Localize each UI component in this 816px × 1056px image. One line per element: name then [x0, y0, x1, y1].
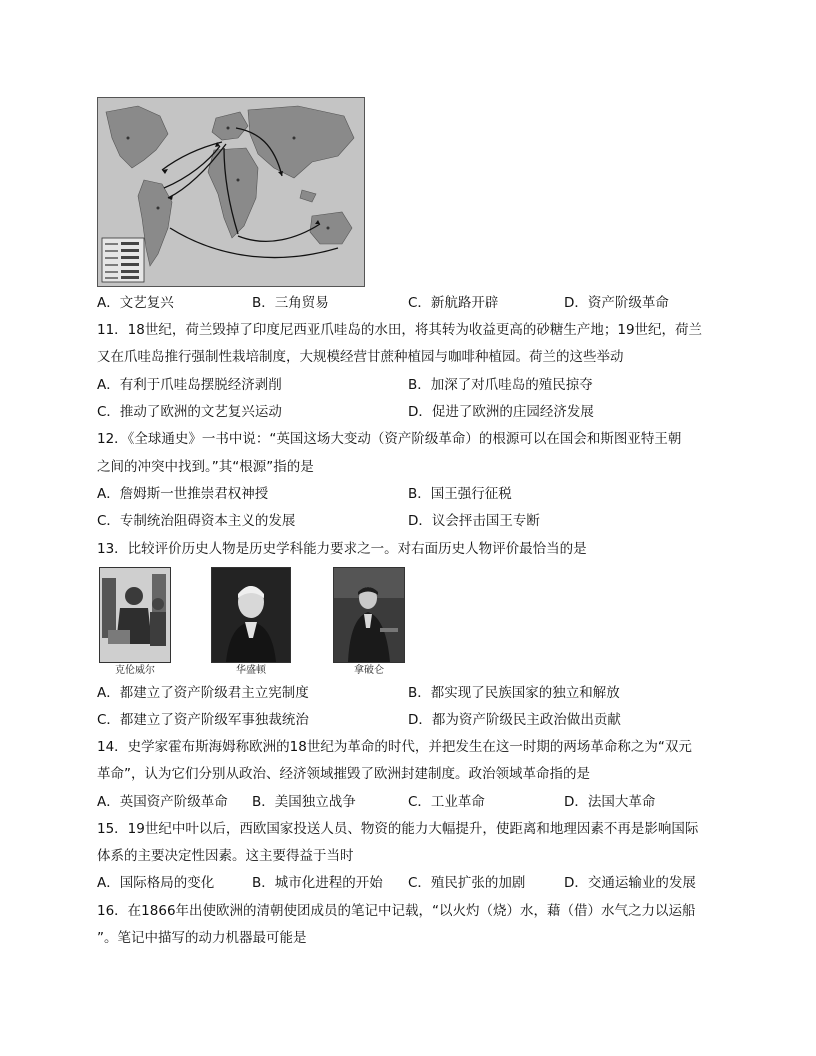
q15-option-d: D．交通运输业的发展: [564, 875, 696, 891]
q12-option-c: C．专制统治阻碍资本主义的发展: [97, 513, 296, 529]
q12-option-b: B．国王强行征税: [408, 486, 512, 502]
q12-stem-line-1: 12．《全球通史》一书中说：“英国这场大变动（资产阶级革命）的根源可以在国会和斯图亚特王朝: [97, 431, 682, 447]
q14-option-d: D．法国大革命: [564, 794, 656, 810]
q13-option-d: D．都为资产阶级民主政治做出贡献: [408, 712, 621, 728]
portrait-washington: [211, 567, 291, 677]
q14-option-a: A．英国资产阶级革命: [97, 794, 228, 810]
q14-option-b: B．美国独立战争: [252, 794, 356, 810]
q12-stem-line-2: 之间的冲突中找到。”其“根源”指的是: [97, 459, 314, 475]
q14-stem-line-1: 14．史学家霍布斯海姆称欧洲的18世纪为革命的时代，并把发生在这一时期的两场革命称之为“双元: [97, 739, 692, 755]
q12-option-d: D．议会抨击国王专断: [408, 513, 540, 529]
q11-option-b: B．加深了对爪哇岛的殖民掠夺: [408, 377, 593, 393]
q14-option-c: C．工业革命: [408, 794, 485, 810]
q11-stem-line-2: 又在爪哇岛推行强制性栽培制度，大规模经营甘蔗种植园与咖啡种植园。荷兰的这些举动: [97, 349, 624, 365]
q15-option-a: A．国际格局的变化: [97, 875, 215, 891]
q13-stem-line-1: 13．比较评价历史人物是历史学科能力要求之一。对右面历史人物评价最恰当的是: [97, 541, 587, 557]
q10-option-b: B．三角贸易: [252, 295, 329, 311]
q13-option-b: B．都实现了民族国家的独立和解放: [408, 685, 620, 701]
q14-stem-line-2: 革命”，认为它们分别从政治、经济领域摧毁了欧洲封建制度。政治领域革命指的是: [97, 766, 590, 782]
napoleon-caption: 拿破仑: [354, 665, 384, 676]
q10-option-d: D．资产阶级革命: [564, 295, 669, 311]
q11-option-c: C．推动了欧洲的文艺复兴运动: [97, 404, 282, 420]
q15-stem-line-1: 15．19世纪中叶以后，西欧国家投送人员、物资的能力大幅提升，使距离和地理因素不再是影响国际: [97, 821, 699, 837]
q13-option-c: C．都建立了资产阶级军事独裁统治: [97, 712, 309, 728]
q11-option-a: A．有利于爪哇岛摆脱经济剥削: [97, 377, 282, 393]
world-trade-route-map: [97, 97, 365, 287]
cromwell-caption: 克伦威尔: [115, 665, 155, 676]
q15-option-c: C．殖民扩张的加剧: [408, 875, 526, 891]
q10-option-a: A．文艺复兴: [97, 295, 174, 311]
q15-stem-line-2: 体系的主要决定性因素。这主要得益于当时: [97, 848, 354, 864]
washington-caption: 华盛顿: [236, 665, 266, 676]
q13-option-a: A．都建立了资产阶级君主立宪制度: [97, 685, 309, 701]
napoleon-image: [333, 567, 405, 663]
washington-image: [211, 567, 291, 663]
q11-stem-line-1: 11．18世纪，荷兰毁掉了印度尼西亚爪哇岛的水田，将其转为收益更高的砂糖生产地；19世纪，荷兰: [97, 322, 703, 338]
q10-option-c: C．新航路开辟: [408, 295, 499, 311]
q12-option-a: A．詹姆斯一世推崇君权神授: [97, 486, 269, 502]
q15-option-b: B．城市化进程的开始: [252, 875, 383, 891]
cromwell-image: [99, 567, 171, 663]
q11-option-d: D．促进了欧洲的庄园经济发展: [408, 404, 594, 420]
q16-stem-line-2: ”。笔记中描写的动力机器最可能是: [97, 930, 307, 946]
portrait-cromwell: [99, 567, 171, 677]
portrait-napoleon: [333, 567, 405, 677]
q16-stem-line-1: 16．在1866年出使欧洲的清朝使团成员的笔记中记载，“以火灼（烧）水，藉（借）水气之力以运船: [97, 903, 696, 919]
